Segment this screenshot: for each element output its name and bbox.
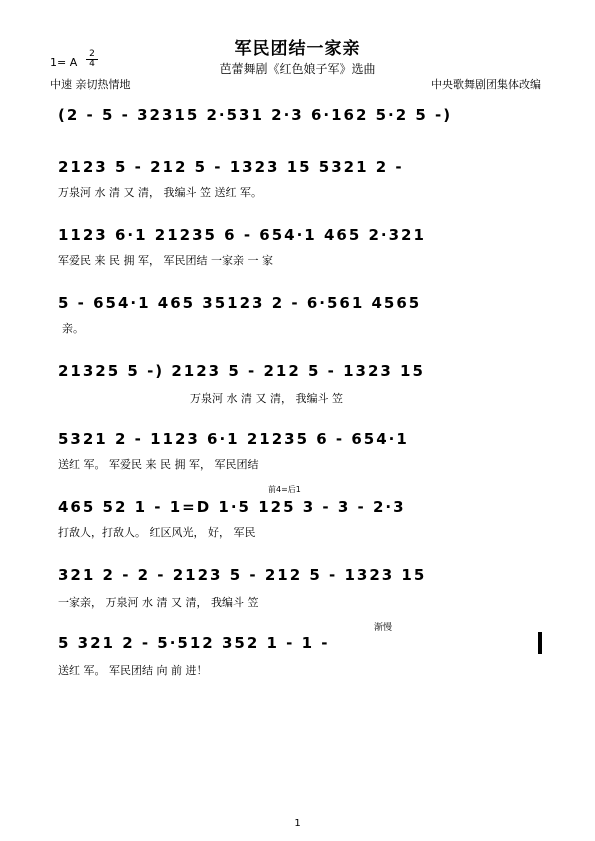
system-4-notes: 5 - 654·1 465 35123 2 - 6·561 4565 — [58, 294, 422, 312]
time-signature-bottom: 4 — [89, 59, 95, 69]
key-signature: 1= A — [50, 56, 78, 69]
system-5-lyrics: 万泉河 水 清 又 清， 我编斗 笠 — [190, 392, 343, 405]
system-9-lyrics: 送红 军。 军民团结 向 前 进！ — [58, 664, 208, 677]
system-3-lyrics: 军爱民 来 民 拥 军， 军民团结 一家亲 一 家 — [58, 254, 273, 267]
system-7-notes: 465 52 1 - 1=D 1·5 125 3 - 3 - 2·3 — [58, 498, 406, 516]
tempo-marking: 中速 亲切热情地 — [50, 78, 131, 91]
system-6-notes: 5321 2 - 1123 6·1 21235 6 - 654·1 — [58, 430, 409, 448]
system-3-notes: 1123 6·1 21235 6 - 654·1 465 2·321 — [58, 226, 426, 244]
system-7-lyrics: 打敌人，打敌人。 红区风光， 好， 军民 — [58, 526, 256, 539]
system-5-notes: 21325 5 -) 2123 5 - 212 5 - 1323 15 — [58, 362, 425, 380]
page-title: 军民团结一家亲 — [234, 39, 361, 59]
modulation-marking: 前4=后1 — [268, 485, 301, 494]
page-number: 1 — [294, 818, 301, 829]
slowing-marking: 渐慢 — [374, 623, 393, 633]
system-9-notes: 5 321 2 - 5·512 352 1 - 1 - — [58, 634, 330, 652]
system-6-lyrics: 送红 军。 军爱民 来 民 拥 军， 军民团结 — [58, 458, 259, 471]
system-8-notes: 321 2 - 2 - 2123 5 - 212 5 - 1323 15 — [58, 566, 427, 584]
time-signature — [86, 50, 98, 69]
system-2-notes: 2123 5 - 212 5 - 1323 15 5321 2 - — [58, 158, 404, 176]
arranger-credit: 中央歌舞剧团集体改编 — [431, 78, 541, 91]
time-signature-top: 2 — [86, 50, 98, 60]
system-8-lyrics: 一家亲， 万泉河 水 清 又 清， 我编斗 笠 — [58, 596, 259, 609]
system-1-notes: (2 - 5 - 32315 2·531 2·3 6·162 5·2 5 -) — [58, 106, 453, 124]
system-2-lyrics: 万泉河 水 清 又 清， 我编斗 笠 送红 军。 — [58, 186, 262, 199]
system-4-lyrics: 亲。 — [62, 322, 84, 335]
final-barline — [538, 632, 542, 654]
subtitle: 芭蕾舞剧《红色娘子军》选曲 — [219, 62, 376, 76]
